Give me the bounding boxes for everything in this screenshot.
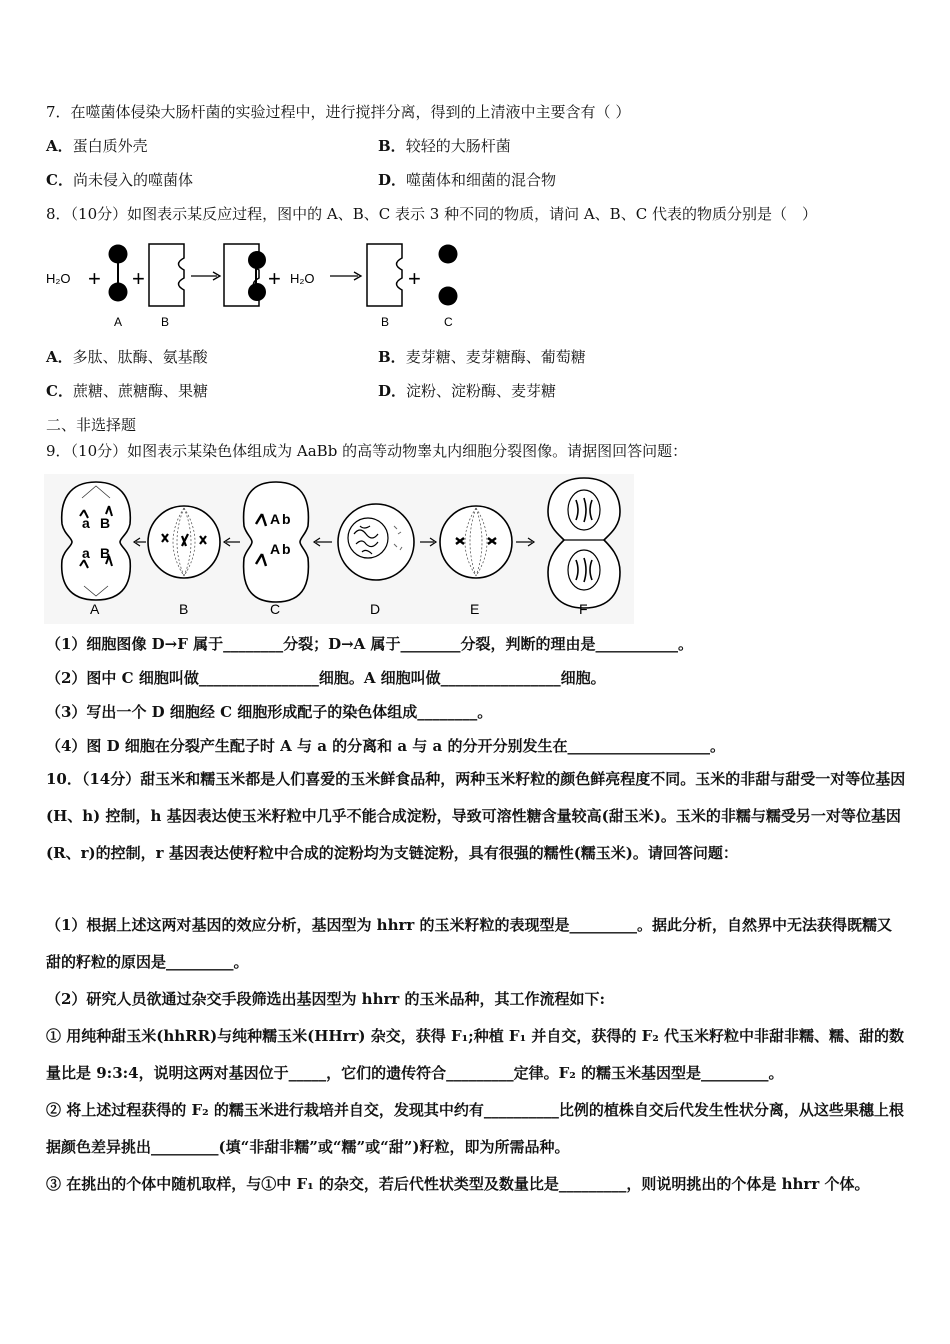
- option-key: A．: [46, 348, 73, 366]
- cell-c: [244, 482, 309, 602]
- cell-label-d: D: [370, 601, 381, 617]
- q8-option-c: [46, 380, 208, 402]
- chromosome-letter: A: [270, 541, 281, 557]
- option-key: C．: [46, 171, 73, 189]
- reaction-arrow: [330, 272, 361, 280]
- plus-sign: +: [132, 266, 145, 291]
- cell-d: [338, 504, 414, 580]
- chromosome-letter: A: [270, 511, 281, 527]
- q9-subquestion-4: （4）图 D 细胞在分裂产生配子时 A 与 a 的分离和 a 与 a 的分开分别发生在___________________。: [46, 737, 725, 755]
- cell-label-e: E: [470, 601, 480, 617]
- q10-subquestion-1: （1）根据上述这两对基因的效应分析，基因型为 hhrr 的玉米籽粒的表现型是_________。据此分析，自然界中无法获得既糯又甜的籽粒的原因是_________。: [46, 916, 893, 971]
- cell-label-b: B: [179, 601, 189, 617]
- enzyme-b-shape: [367, 244, 402, 306]
- option-text: 噬菌体和细菌的混合物: [406, 171, 557, 189]
- chromosome-letter: a: [82, 545, 90, 561]
- option-text: 淀粉、淀粉酶、麦芽糖: [406, 382, 557, 400]
- option-key: B．: [378, 348, 406, 366]
- option-key: A．: [46, 137, 73, 155]
- q9-cell-division-figure: [44, 474, 634, 628]
- option-text: 蔗糖、蔗糖酶、果糖: [72, 382, 208, 400]
- product-c-molecule: [439, 287, 458, 306]
- cell-label-a: A: [90, 601, 100, 617]
- option-key: C．: [46, 382, 73, 400]
- figure-h2o-label-2: H₂O: [290, 271, 315, 286]
- option-key: D．: [378, 382, 407, 400]
- option-text: 多肽、肽酶、氨基酸: [72, 348, 208, 366]
- figure-h2o-label-1: H₂O: [46, 271, 71, 286]
- q7-option-c: [46, 169, 193, 191]
- figure-label-a: A: [114, 315, 123, 329]
- chromosome-letter: B: [100, 515, 111, 531]
- figure-label-b: B: [161, 315, 170, 329]
- q9-subquestion-3: （3）写出一个 D 细胞经 C 细胞形成配子的染色体组成________。: [46, 703, 493, 721]
- q8-stem: 8．（10分）如图表示某反应过程，图中的 A、B、C 表示 3 种不同的物质，请问 A、B、C 代表的物质分别是（ ）: [46, 205, 817, 223]
- q7-stem: 7．在噬菌体侵染大肠杆菌的实验过程中，进行搅拌分离，得到的上清液中主要含有（ ）: [46, 103, 631, 121]
- q10-intro: 10．（14分）甜玉米和糯玉米都是人们喜爱的玉米鲜食品种，两种玉米籽粒的颜色鲜亮程度不同。玉米的非甜与甜受一对等位基因(H、h) 控制，h 基因表达使玉米籽粒中几乎不能合成淀粉，导致可溶性糖含量较高(甜玉米)。玉米的非糯与糯受另一对等位基因 (R、r)的控制，r 基因表达使籽粒中合成的淀粉均为支链淀粉，具有很强的糯性(糯玉米)。请回答问题：: [46, 770, 906, 862]
- substance-a-molecule: [109, 245, 128, 302]
- enzyme-substrate-complex: [224, 244, 266, 306]
- option-text: 蛋白质外壳: [72, 137, 148, 155]
- q10-subquestion-2: （2）研究人员欲通过杂交手段筛选出基因型为 hhrr 的玉米品种，其工作流程如下:: [46, 990, 606, 1008]
- q7-option-a: [46, 135, 148, 157]
- chromosome-letter: b: [282, 541, 291, 557]
- option-key: B．: [378, 137, 406, 155]
- option-text: 尚未侵入的噬菌体: [72, 171, 193, 189]
- option-text: 较轻的大肠杆菌: [405, 137, 511, 155]
- product-c-molecule: [439, 245, 458, 264]
- plus-sign: +: [268, 266, 281, 291]
- cell-e: [440, 506, 512, 578]
- q8-reaction-figure: [44, 236, 484, 336]
- section-heading: 二、非选择题: [46, 416, 137, 434]
- figure-label-c: C: [444, 315, 453, 329]
- q8-option-d: [378, 380, 556, 402]
- q10-step-3: ③ 在挑出的个体中随机取样，与①中 F₁ 的杂交，若后代性状类型及数量比是_________，则说明挑出的个体是 hhrr 个体。: [46, 1175, 870, 1193]
- cell-b: [148, 506, 220, 578]
- plus-sign: +: [408, 266, 421, 291]
- chromosome-letter: a: [82, 515, 90, 531]
- q7-option-d: [378, 169, 556, 191]
- chromosome-letter: B: [100, 545, 111, 561]
- cell-label-c: C: [270, 601, 281, 617]
- q8-option-a: [46, 346, 208, 368]
- q9-subquestion-2: （2）图中 C 细胞叫做________________细胞。A 细胞叫做________________细胞。: [46, 669, 606, 687]
- option-text: 麦芽糖、麦芽糖酶、葡萄糖: [405, 348, 586, 366]
- option-key: D．: [378, 171, 407, 189]
- q9-subquestion-1: （1）细胞图像 D→F 属于________分裂；D→A 属于________分裂，判断的理由是___________。: [46, 635, 694, 653]
- q8-option-b: [378, 346, 586, 368]
- plus-sign: +: [88, 266, 101, 291]
- enzyme-b-shape: [149, 244, 184, 306]
- q9-stem: 9．（10分）如图表示某染色体组成为 AaBb 的高等动物睾丸内细胞分裂图像。请据图回答问题：: [46, 442, 688, 460]
- chromosome-letter: b: [282, 511, 291, 527]
- figure-label-b: B: [381, 315, 390, 329]
- q10-step-2: ② 将上述过程获得的 F₂ 的糯玉米进行栽培并自交，发现其中约有__________比例的植株自交后代发生性状分离，从这些果穗上根据颜色差异挑出_________(填“非甜非糯”或“糯”或“甜”)籽粒，即为所需品种。: [46, 1101, 904, 1156]
- cell-label-f: F: [579, 601, 588, 617]
- cell-a: [62, 482, 131, 600]
- q10-step-1: ① 用纯种甜玉米(hhRR)与纯种糯玉米(HHrr) 杂交，获得 F₁;种植 F₁ 并自交，获得的 F₂ 代玉米籽粒中非甜非糯、糯、甜的数量比是 9:3:4，说明这两对基因位于_____，它们的遗传符合_________定律。F₂ 的糯玉米基因型是_________。: [46, 1027, 905, 1082]
- q7-option-b: [378, 135, 511, 157]
- reaction-arrow: [191, 272, 220, 280]
